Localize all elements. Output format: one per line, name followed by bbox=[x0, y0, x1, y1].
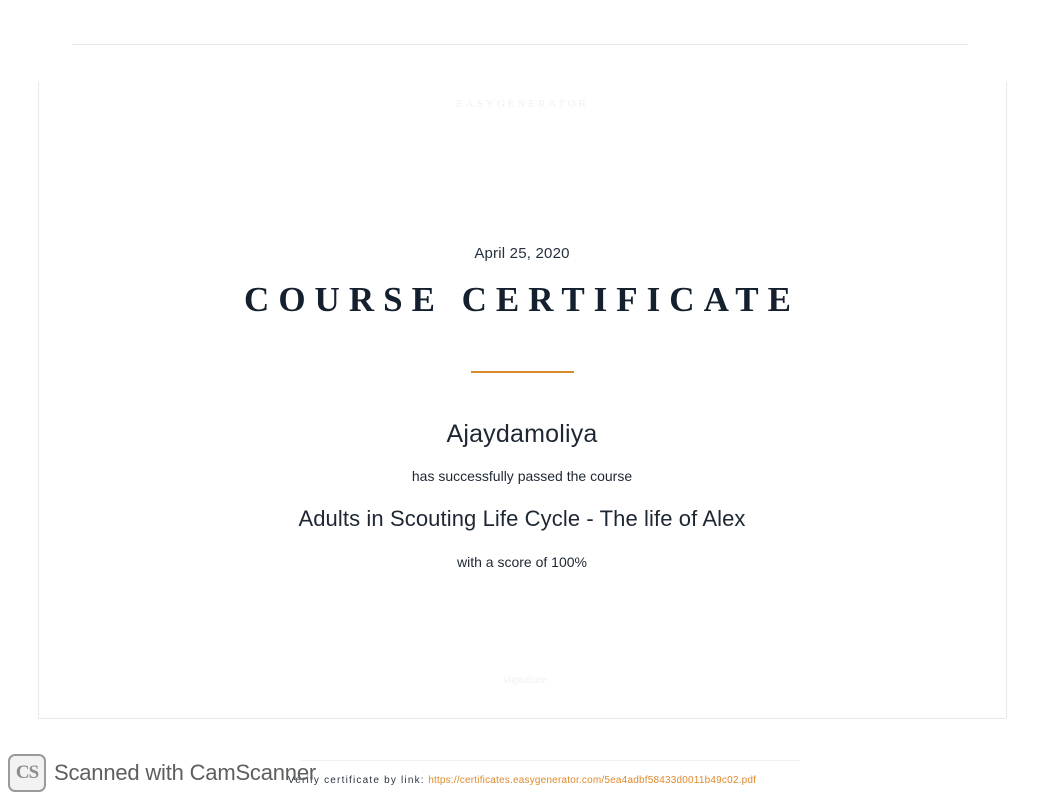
score-statement: with a score of 100% bbox=[457, 554, 587, 570]
signature-mark: signature bbox=[503, 672, 547, 686]
certificate-title: COURSE CERTIFICATE bbox=[244, 280, 800, 319]
title-divider bbox=[471, 371, 574, 373]
page-border-bottom bbox=[38, 718, 1006, 719]
course-name: Adults in Scouting Life Cycle - The life of Alex bbox=[298, 506, 746, 531]
page-border-top bbox=[72, 44, 968, 45]
page-border-left bbox=[38, 82, 39, 718]
verification-label: Verify certificate by link: bbox=[287, 775, 425, 786]
completion-statement: has successfully passed the course bbox=[411, 468, 633, 484]
camscanner-watermark bbox=[8, 754, 316, 792]
camscanner-logo-icon: CS bbox=[8, 754, 46, 792]
page-border-right bbox=[1006, 82, 1007, 718]
issue-date: April 25, 2020 bbox=[474, 245, 570, 262]
page-border-footer bbox=[300, 760, 800, 761]
issuer-logo: EASYGENERATOR bbox=[456, 98, 589, 110]
recipient-name: Ajaydamoliya bbox=[446, 420, 598, 448]
camscanner-label: Scanned with CamScanner bbox=[54, 760, 316, 785]
verification-link[interactable]: https://certificates.easygenerator.com/5ea4adbf58433d0011b49c02.pdf bbox=[428, 775, 757, 786]
